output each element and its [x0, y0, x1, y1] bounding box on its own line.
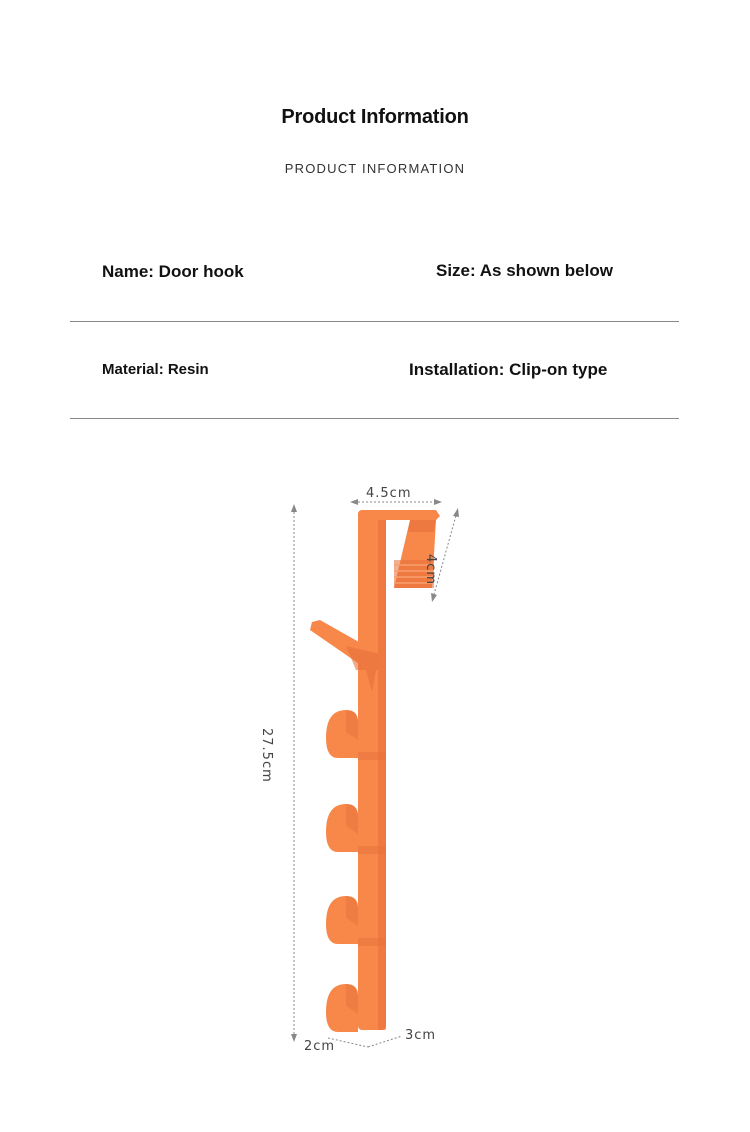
dimension-bottom-width: 3cm	[405, 1028, 437, 1043]
dimension-height: 27.5cm	[259, 728, 274, 783]
divider-bottom	[70, 418, 679, 419]
spec-size: Size: As shown below	[436, 261, 613, 280]
page-subtitle: PRODUCT INFORMATION	[284, 161, 466, 176]
spec-material: Material: Resin	[102, 361, 209, 378]
product-figure	[260, 470, 500, 1070]
spec-name: Name: Door hook	[102, 262, 244, 281]
dimension-bottom-depth: 2cm	[304, 1039, 336, 1054]
page-title: Product Information	[281, 106, 469, 128]
door-hook-illustration	[260, 470, 500, 1070]
divider-top	[70, 321, 679, 322]
hook-4	[326, 984, 358, 1032]
dimension-clip-depth: 4cm	[423, 554, 438, 586]
dimension-top-width: 4.5cm	[366, 486, 412, 501]
spec-installation: Installation: Clip-on type	[409, 360, 608, 379]
